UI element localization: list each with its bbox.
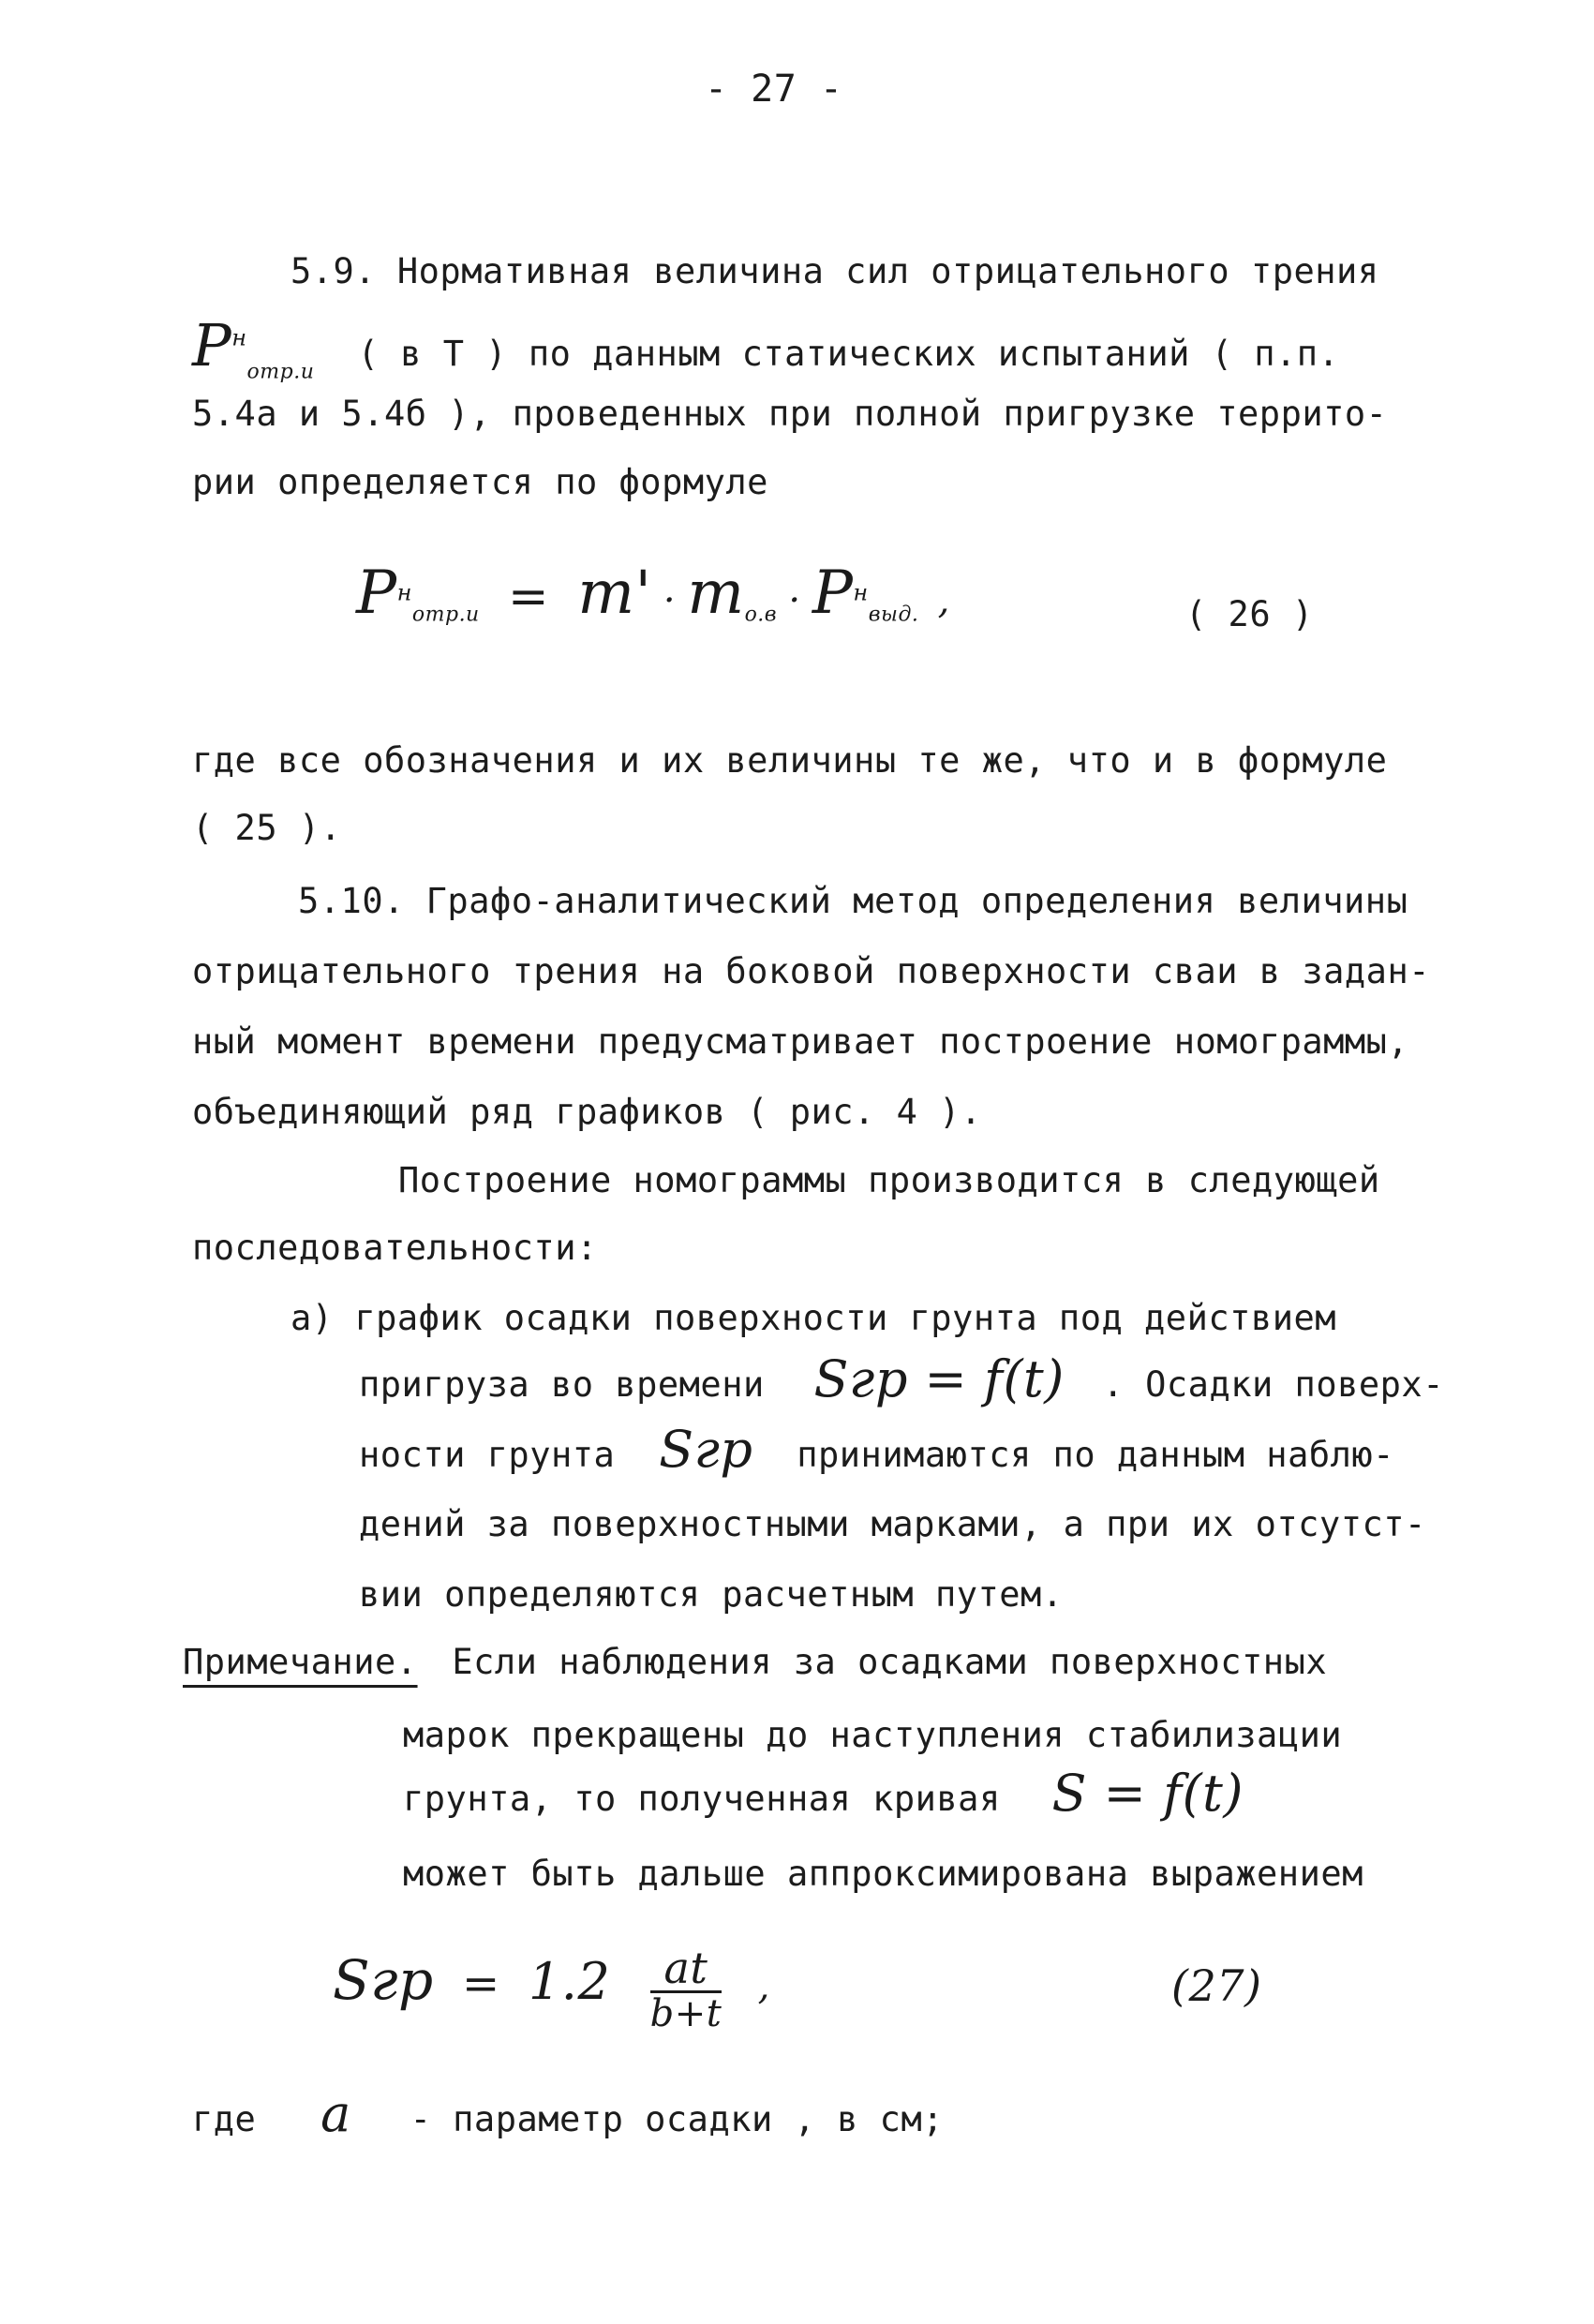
- note-label: Примечание.: [183, 1642, 418, 1682]
- construction-line-1: Построение номограммы производится в следующей: [398, 1160, 1380, 1200]
- formula-27-fraction: $\frac{at}{b+t}$: [649, 1943, 723, 2035]
- item-a-line-2: пригруза во времени Sгр = f(t) . Осадки поверх-: [359, 1349, 1444, 1408]
- p59-line-2-text: ( в Т ) по данным статических испытаний ( п.п.: [357, 334, 1340, 374]
- item-a-line-3: ности грунта Sгр принимаются по данным наблю-: [359, 1420, 1394, 1479]
- note-line-4: может быть дальше аппроксимирована выражением: [403, 1854, 1363, 1894]
- p510-line-2: отрицательного трения на боковой поверхности сваи в задан-: [192, 951, 1431, 991]
- p510-line-4: объединяющий ряд графиков ( рис. 4 ).: [192, 1092, 982, 1132]
- construction-line-2: последовательности:: [192, 1228, 598, 1268]
- note-line-1: Примечание. Если наблюдения за осадками поверхностных: [183, 1642, 1328, 1682]
- formula-26: $P^н_{отр.и} = m' \cdot m_{о.в} \cdot P^н_{выд.}$ ,: [356, 559, 950, 628]
- formula-27: Sгр = 1.2 $\frac{at}{b+t}$ ,: [333, 1943, 770, 2035]
- item-a-line-4: дений за поверхностными марками, а при их отсутст-: [359, 1504, 1426, 1544]
- p59-line-3: 5.4а и 5.4б ), проведенных при полной пригрузке террито-: [192, 394, 1388, 434]
- p510-line-1: 5.10. Графо-аналитический метод определения величины: [298, 881, 1408, 921]
- p59-line-4: рии определяется по формуле: [192, 462, 768, 502]
- p59-line-1: 5.9. Нормативная величина сил отрицательного трения: [290, 251, 1379, 291]
- item-a-line-5: вии определяются расчетным путем.: [359, 1574, 1064, 1615]
- s-gr-formula: Sгр = f(t): [813, 1349, 1065, 1408]
- where-line: где a - параметр осадки , в см;: [192, 2084, 944, 2143]
- s-gr-symbol: Sгр: [659, 1420, 753, 1479]
- note-line-2: марок прекращены до наступления стабилизации: [403, 1715, 1343, 1755]
- formula-27-number: (27): [1171, 1960, 1262, 2011]
- p510-line-3: ный момент времени предусматривает построение номограммы,: [192, 1021, 1409, 1062]
- note-line-3: грунта, то полученная кривая S = f(t): [403, 1764, 1244, 1823]
- after26-line-2: ( 25 ).: [192, 808, 342, 848]
- a-symbol: a: [320, 2084, 351, 2143]
- p-otr-symbol: $P^н_{отр.и}$: [192, 311, 315, 384]
- page-number: - 27 -: [705, 67, 843, 111]
- after26-line-1: где все обозначения и их величины те же, что и в формуле: [192, 740, 1388, 781]
- formula-26-number: ( 26 ): [1185, 594, 1314, 634]
- s-f-t-formula: S = f(t): [1051, 1764, 1244, 1823]
- item-a-line-1: а) график осадки поверхности грунта под действием: [290, 1298, 1337, 1338]
- p59-line-2: [192, 311, 1339, 383]
